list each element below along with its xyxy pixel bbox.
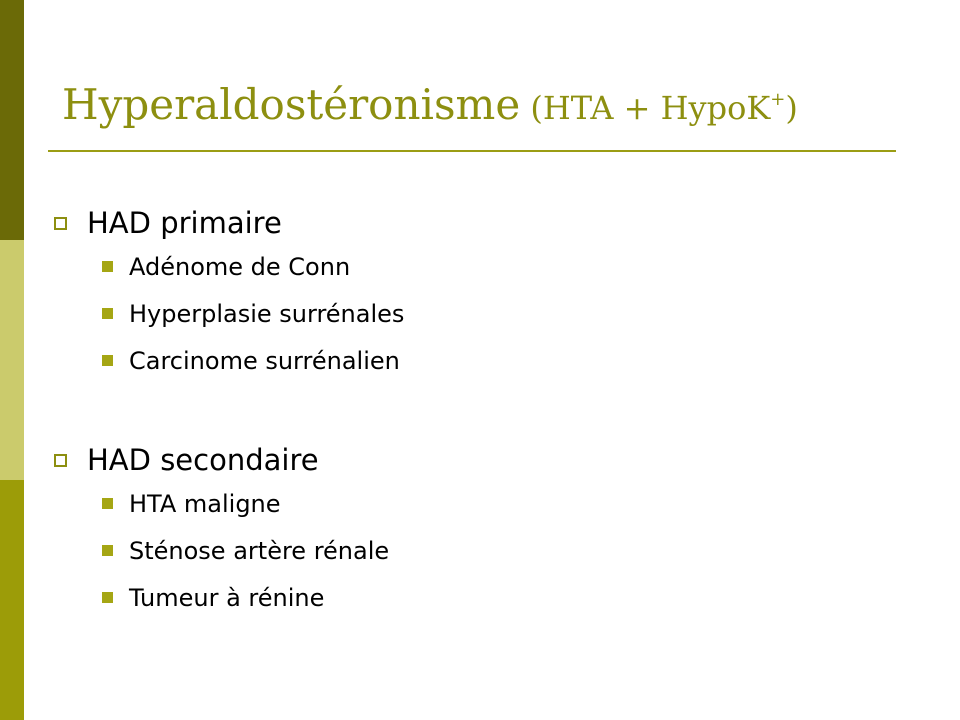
list-item [102,243,404,290]
title-sub-close: ) [785,89,798,127]
list-item-label: HTA maligne [129,489,281,518]
list-item-label: Hyperplasie surrénales [129,299,405,328]
side-bar-top [0,0,24,240]
slide-title-main: Hyperaldostéronisme [62,80,521,129]
title-sup: + [770,89,786,110]
list-item [102,527,389,574]
section-label: HAD primaire [87,206,282,240]
title-sub-open: (HTA + HypoK [530,89,771,127]
sub-list [54,243,404,384]
square-bullet-icon [102,355,113,366]
section-heading [54,203,404,243]
slide-title [62,80,798,129]
section-label: HAD secondaire [87,443,319,477]
square-bullet-icon [102,498,113,509]
section-primary [54,203,404,384]
square-bullet-icon [102,592,113,603]
list-item-label: Sténose artère rénale [129,536,390,565]
list-item-label: Carcinome surrénalien [129,346,400,375]
hollow-square-icon [54,454,67,467]
side-bar-bottom [0,480,24,720]
hollow-square-icon [54,217,67,230]
list-item [102,337,404,384]
square-bullet-icon [102,261,113,272]
title-underline [48,150,896,152]
section-secondary [54,440,389,621]
side-bar-middle [0,240,24,480]
square-bullet-icon [102,545,113,556]
square-bullet-icon [102,308,113,319]
sub-list [54,480,389,621]
slide-title-sub [530,89,797,127]
section-heading [54,440,389,480]
list-item [102,480,389,527]
list-item-label: Adénome de Conn [129,252,351,281]
list-item [102,574,389,621]
list-item [102,290,404,337]
list-item-label: Tumeur à rénine [129,583,325,612]
